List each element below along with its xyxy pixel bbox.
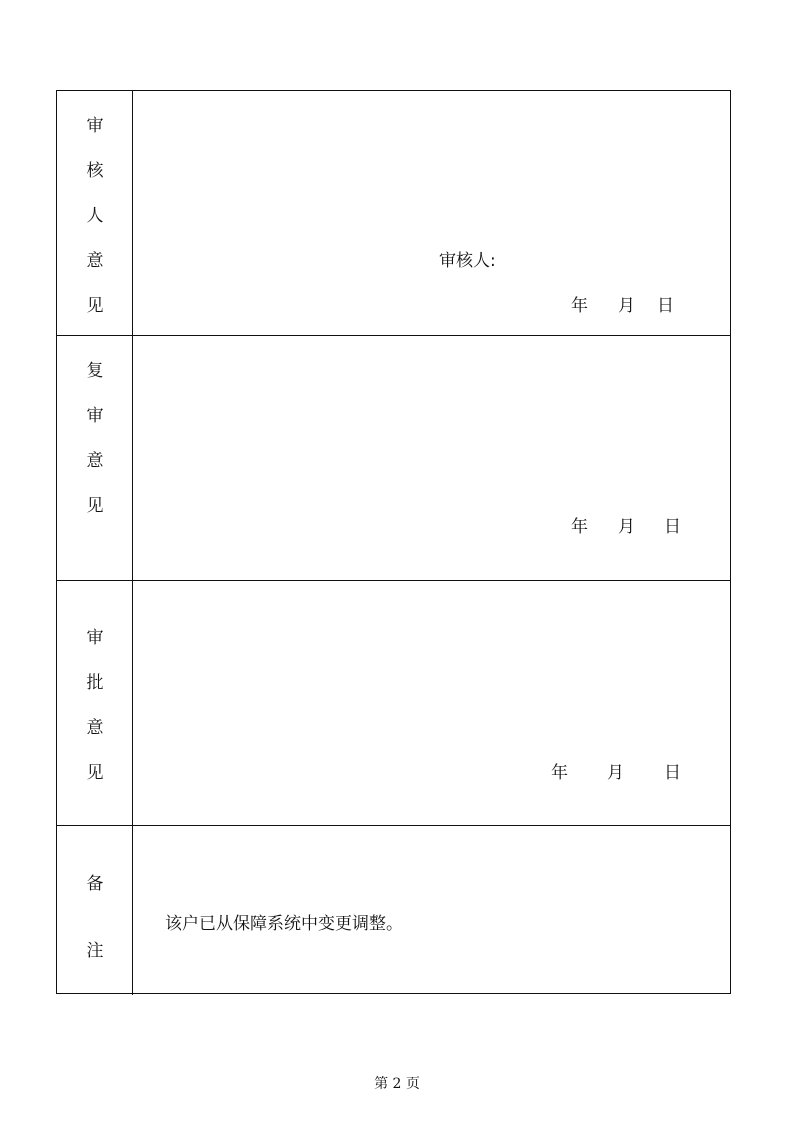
label-char: 见 — [86, 763, 104, 783]
re-review-opinion-content[interactable] — [133, 336, 730, 580]
remarks-label — [57, 826, 133, 995]
approval-form-table — [56, 90, 731, 994]
label-char: 备 — [86, 874, 104, 894]
review-opinion-row — [57, 91, 730, 335]
label-char: 审 — [86, 628, 104, 648]
date-year: 年 — [571, 296, 588, 316]
date-month: 月 — [607, 763, 624, 783]
page-number: 2 — [392, 1076, 402, 1092]
date-month: 月 — [618, 517, 635, 537]
label-char: 意 — [86, 718, 104, 738]
approval-opinion-label — [57, 581, 133, 825]
label-char: 批 — [86, 673, 104, 693]
remarks-row — [57, 825, 730, 995]
page-number-suffix: 页 — [405, 1076, 420, 1092]
label-char: 见 — [86, 296, 104, 316]
date-year: 年 — [571, 517, 588, 537]
page-number-prefix: 第 — [374, 1076, 389, 1092]
page-footer — [0, 1073, 794, 1093]
label-char: 注 — [86, 941, 104, 961]
label-char: 复 — [86, 361, 104, 381]
date-year: 年 — [551, 763, 568, 783]
remarks-content[interactable] — [133, 826, 730, 995]
approval-opinion-content[interactable] — [133, 581, 730, 825]
date-day: 日 — [657, 296, 674, 316]
review-opinion-label — [57, 91, 133, 335]
date-month: 月 — [618, 296, 635, 316]
re-review-opinion-row — [57, 335, 730, 580]
approval-opinion-row — [57, 580, 730, 825]
label-char: 核 — [86, 161, 104, 181]
reviewer-label: 审核人: — [439, 251, 496, 271]
label-char: 审 — [86, 116, 104, 136]
re-review-opinion-label — [57, 336, 133, 580]
remarks-note: 该户已从保障系统中变更调整。 — [165, 914, 403, 934]
label-char: 意 — [86, 451, 104, 471]
date-day: 日 — [664, 763, 681, 783]
review-opinion-content[interactable] — [133, 91, 730, 335]
label-char: 人 — [86, 206, 104, 226]
label-char: 审 — [86, 406, 104, 426]
label-char: 意 — [86, 251, 104, 271]
date-day: 日 — [664, 517, 681, 537]
label-char: 见 — [86, 496, 104, 516]
